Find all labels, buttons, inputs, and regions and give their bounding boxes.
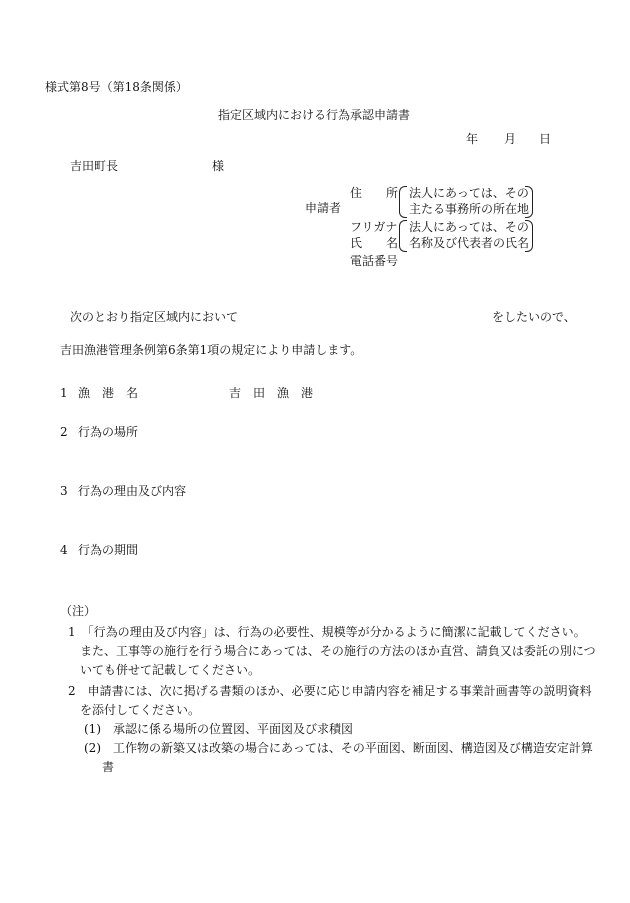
- body-line1-start: 次のとおり指定区域内において: [70, 310, 239, 324]
- note-2-line2: を添付してください。: [80, 703, 201, 717]
- item-number: 3: [60, 484, 68, 498]
- notes-header: （注）: [60, 604, 97, 618]
- address-right-bracket: [525, 186, 533, 218]
- name-note-line2: 名称及び代表者の氏名: [409, 236, 530, 250]
- furigana-label: フリガナ: [350, 220, 398, 234]
- address-note-line1: 法人にあっては、その: [409, 186, 529, 200]
- document-title: 指定区域内における行為承認申請書: [218, 108, 411, 122]
- item-label: 行為の理由及び内容: [78, 484, 187, 498]
- note-1-line2: また、工事等の施行を行う場合にあっては、その施行の方法のほか直営、請負又は委託の別につ: [80, 644, 596, 658]
- address-left-bracket: [399, 186, 407, 218]
- body-line1-end: をしたいので、: [492, 310, 576, 324]
- address-label: 住 所: [350, 186, 399, 200]
- note-1-line1: 1 「行為の理由及び内容」は、行為の必要性、規模等が分かるように簡潔に記載してください。: [68, 625, 586, 639]
- phone-label: 電話番号: [350, 254, 399, 268]
- addressee-honorific: 様: [212, 159, 225, 173]
- name-right-bracket: [525, 220, 533, 252]
- note-1-line3: いても併せて記載してください。: [80, 663, 261, 677]
- item-label: 行為の場所: [78, 425, 139, 439]
- item-number: 1: [60, 386, 68, 400]
- form-label: 様式第8号（第18条関係）: [45, 80, 188, 94]
- body-line2: 吉田漁港管理条例第6条第1項の規定により申請します。: [60, 343, 363, 357]
- note-2-line1: 2 申請書には、次に掲げる書類のほか、必要に応じ申請内容を補足する事業計画書等の説明資料: [68, 684, 592, 698]
- item-value: 吉 田 漁 港: [229, 386, 314, 400]
- note-2-sub2-line2: 書: [102, 760, 115, 774]
- name-note-line1: 法人にあっては、その: [409, 220, 529, 234]
- date-day-label: 日: [539, 132, 552, 146]
- note-2-sub2-line1: (2) 工作物の新築又は改築の場合にあっては、その平面図、断面図、構造図及び構造安定計算: [84, 741, 593, 755]
- item-label: 漁 港 名: [78, 386, 139, 400]
- item-number: 4: [60, 543, 68, 557]
- item-label: 行為の期間: [78, 543, 139, 557]
- name-left-bracket: [399, 220, 407, 252]
- address-note-line2: 主たる事務所の所在地: [409, 202, 530, 216]
- note-2-sub1: (1) 承認に係る場所の位置図、平面図及び求積図: [84, 722, 353, 736]
- name-label: 氏 名: [350, 236, 399, 250]
- date-year-label: 年: [466, 132, 479, 146]
- date-month-label: 月: [504, 132, 517, 146]
- addressee-name: 吉田町長: [70, 159, 119, 173]
- item-number: 2: [60, 425, 68, 439]
- applicant-label: 申請者: [305, 201, 342, 215]
